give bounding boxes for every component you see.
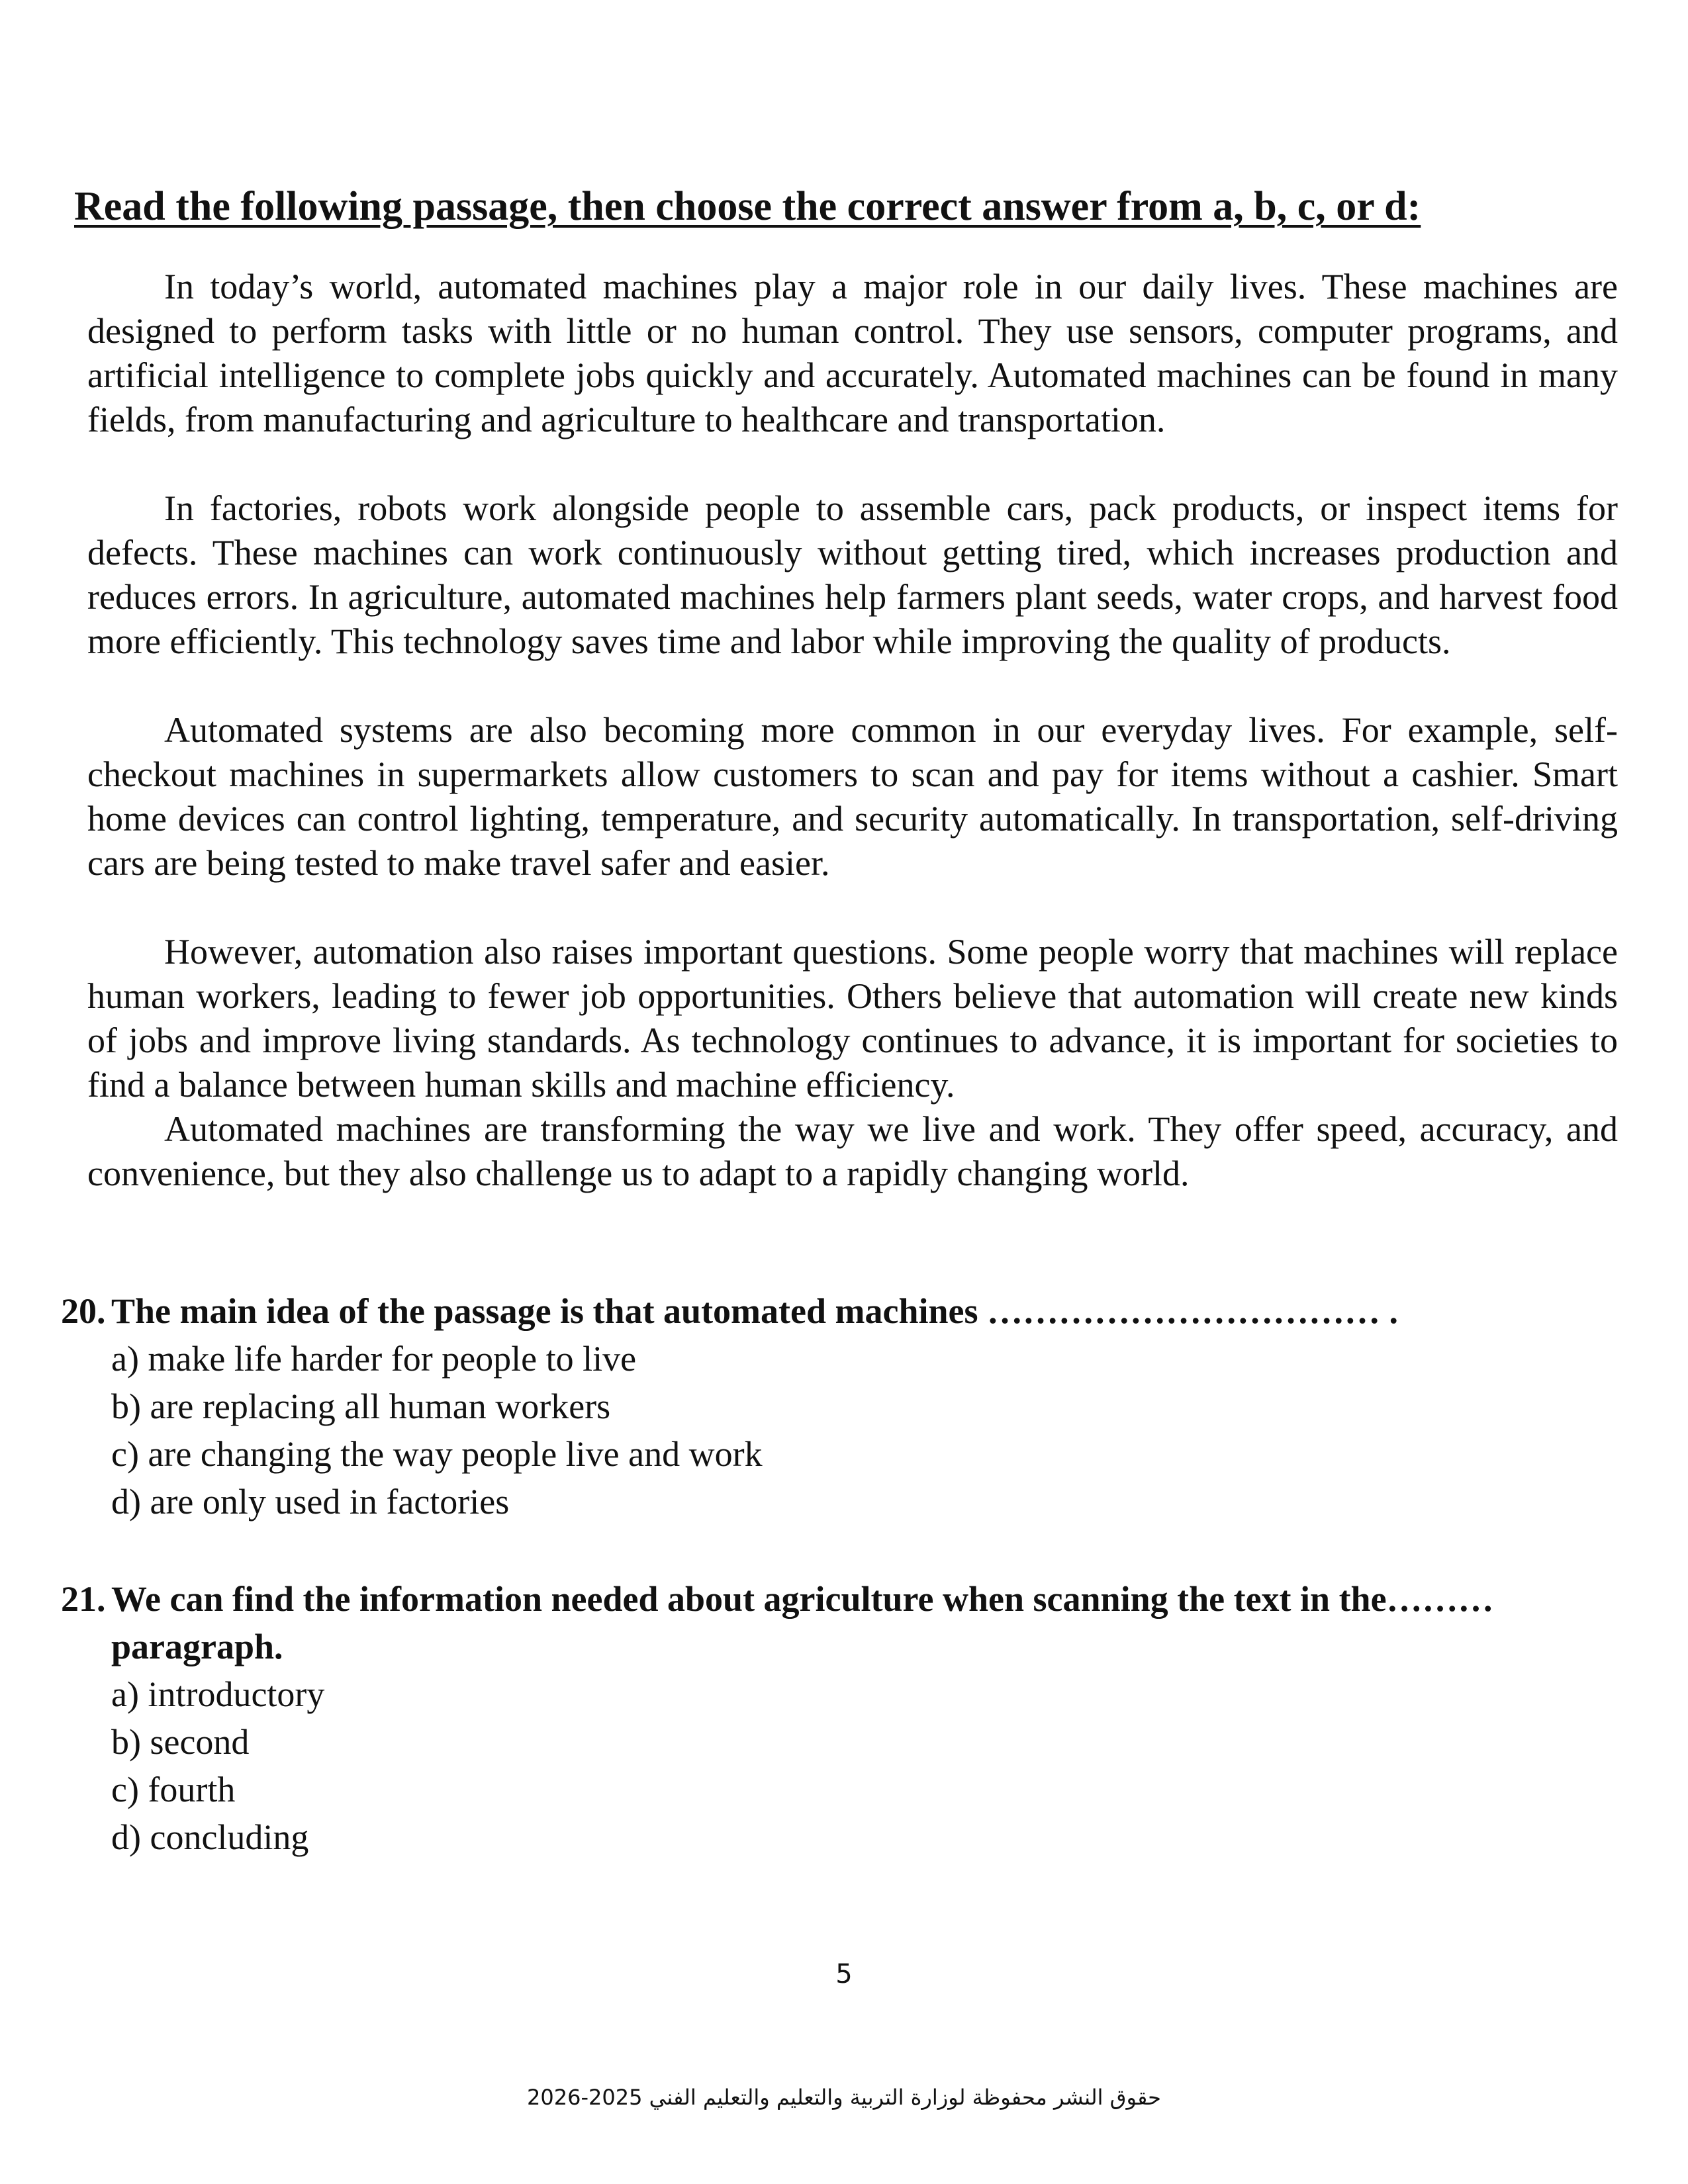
option-d[interactable]: d) concluding bbox=[111, 1817, 309, 1857]
question-text: The main idea of the passage is that automated machines …………………………… . bbox=[111, 1291, 1399, 1331]
option-c[interactable]: c) are changing the way people live and work bbox=[111, 1434, 763, 1474]
passage-paragraph-4: However, automation also raises important questions. Some people worry that machines will replace human workers, leading to fewer job opportunities. Others believe that automation will create new kinds of jobs and improve living standards. As technology continues to advance, it is important for societies to find a balance between human skills and machine efficiency. bbox=[87, 932, 1618, 1105]
option-b[interactable]: b) second bbox=[111, 1722, 250, 1762]
question-stem bbox=[61, 1575, 1623, 1670]
option-c[interactable]: c) fourth bbox=[111, 1770, 236, 1809]
passage-paragraph-1: In today’s world, automated machines play a major role in our daily lives. These machines are designed to perform tasks with little or no human control. They use sensors, computer programs, and artificial intelligence to complete jobs quickly and accurately. Automated machines can be found in many fields, from manufacturing and agriculture to healthcare and transportation. bbox=[87, 267, 1618, 439]
option-d[interactable]: d) are only used in factories bbox=[111, 1482, 510, 1522]
answer-options bbox=[61, 1335, 1623, 1525]
reading-passage bbox=[87, 265, 1618, 1196]
instructions-heading: Read the following passage, then choose the correct answer from a, b, c, or d: bbox=[74, 184, 1421, 229]
option-a[interactable]: a) make life harder for people to live bbox=[111, 1339, 637, 1379]
option-b[interactable]: b) are replacing all human workers bbox=[111, 1387, 611, 1426]
page-number: 5 bbox=[835, 1959, 853, 1989]
copyright-notice: حقوق النشر محفوظة لوزارة التربية والتعليم والتعليم الفني 2025-2026 bbox=[527, 2085, 1161, 2110]
passage-paragraph-3: Automated systems are also becoming more common in our everyday lives. For example, self-checkout machines in supermarkets allow customers to scan and pay for items without a cashier. Smart home devices can control lighting, temperature, and security automatically. In transportation, self-driving cars are being tested to make travel safer and easier. bbox=[87, 710, 1618, 883]
question-number: 21. bbox=[61, 1579, 106, 1619]
passage-paragraph-5: Automated machines are transforming the way we live and work. They offer speed, accuracy, and convenience, but they also challenge us to adapt to a rapidly changing world. bbox=[87, 1109, 1618, 1193]
answer-options bbox=[61, 1670, 1623, 1861]
question-20 bbox=[61, 1287, 1623, 1525]
option-a[interactable]: a) introductory bbox=[111, 1674, 325, 1714]
question-21 bbox=[61, 1575, 1623, 1861]
passage-paragraph-2: In factories, robots work alongside people to assemble cars, pack products, or inspect items for defects. These machines can work continuously without getting tired, which increases production and reduces errors. In agriculture, automated machines help farmers plant seeds, water crops, and harvest food more efficiently. This technology saves time and labor while improving the quality of products. bbox=[87, 488, 1618, 661]
question-number: 20. bbox=[61, 1291, 106, 1331]
question-text: We can find the information needed about agriculture when scanning the text in the……… paragraph. bbox=[111, 1579, 1494, 1666]
question-stem bbox=[61, 1287, 1623, 1335]
